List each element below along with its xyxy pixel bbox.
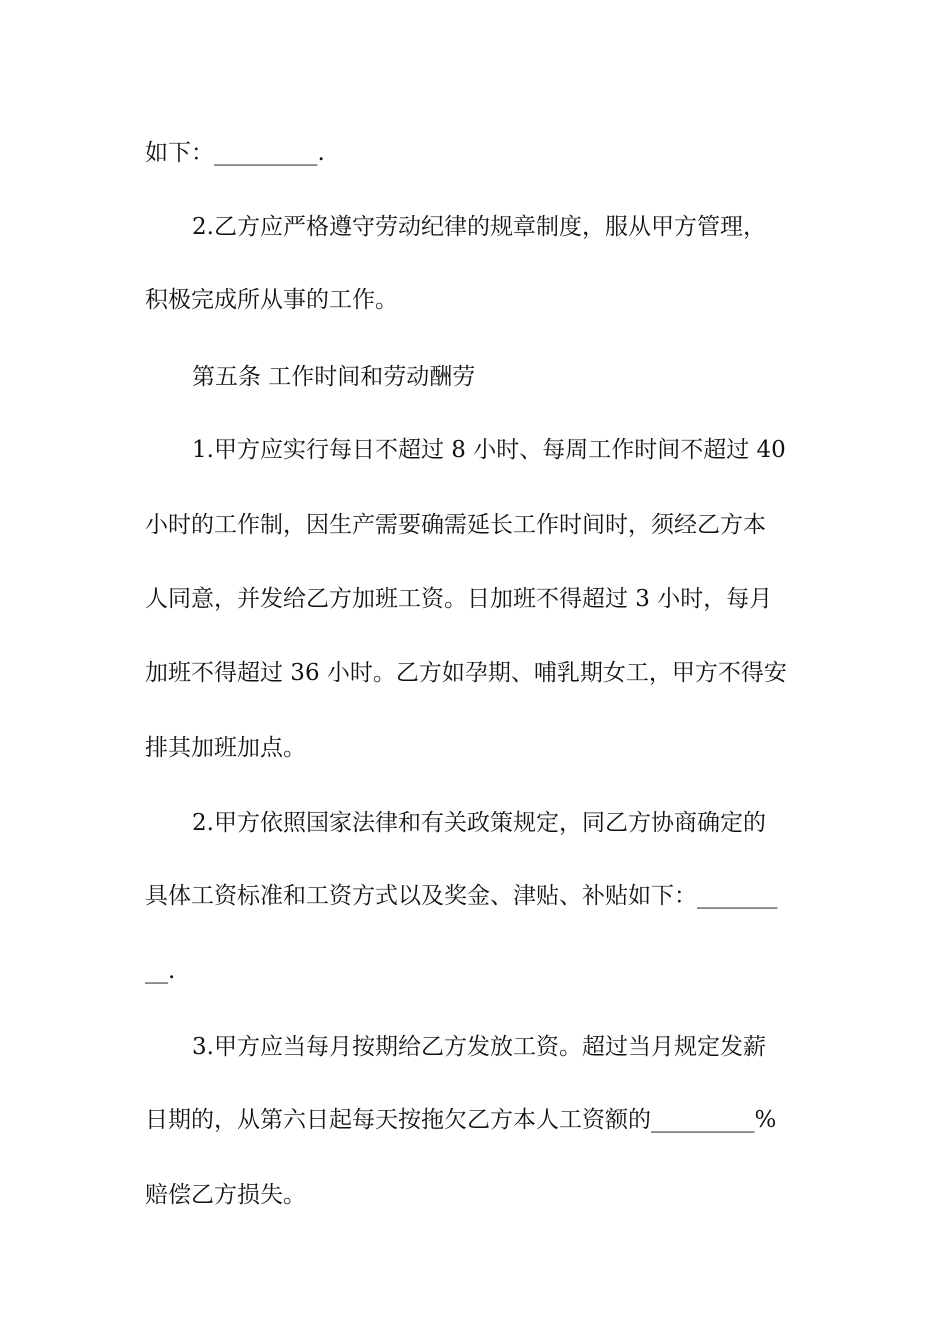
text-line-10: 2.甲方依照国家法律和有关政策规定，同乙方协商确定的 (192, 810, 766, 836)
text-line-9: 排其加班加点。 (145, 735, 306, 761)
text-line-15: 赔偿乙方损失。 (145, 1182, 306, 1208)
text-line-7: 人同意，并发给乙方加班工资。日加班不得超过 3 小时，每月 (145, 586, 773, 612)
text-line-2: 2.乙方应严格遵守劳动纪律的规章制度，服从甲方管理， (192, 214, 766, 240)
text-line-3: 积极完成所从事的工作。 (145, 287, 398, 313)
text-line-13: 3.甲方应当每月按期给乙方发放工资。超过当月规定发薪 (192, 1034, 766, 1060)
text-line-11: 具体工资标准和工资方式以及奖金、津贴、补贴如下：_______ (145, 883, 778, 909)
text-line-6: 小时的工作制，因生产需要确需延长工作时间时，须经乙方本 (145, 512, 766, 538)
text-line-1: 如下：_________. (145, 140, 325, 166)
text-line-5: 1.甲方应实行每日不超过 8 小时、每周工作时间不超过 40 (192, 437, 786, 463)
text-line-8: 加班不得超过 36 小时。乙方如孕期、哺乳期女工，甲方不得安 (145, 660, 787, 686)
section-heading: 第五条 工作时间和劳动酬劳 (192, 364, 476, 390)
text-line-14: 日期的，从第六日起每天按拖欠乙方本人工资额的_________% (145, 1107, 777, 1133)
text-line-12: __. (145, 958, 176, 984)
